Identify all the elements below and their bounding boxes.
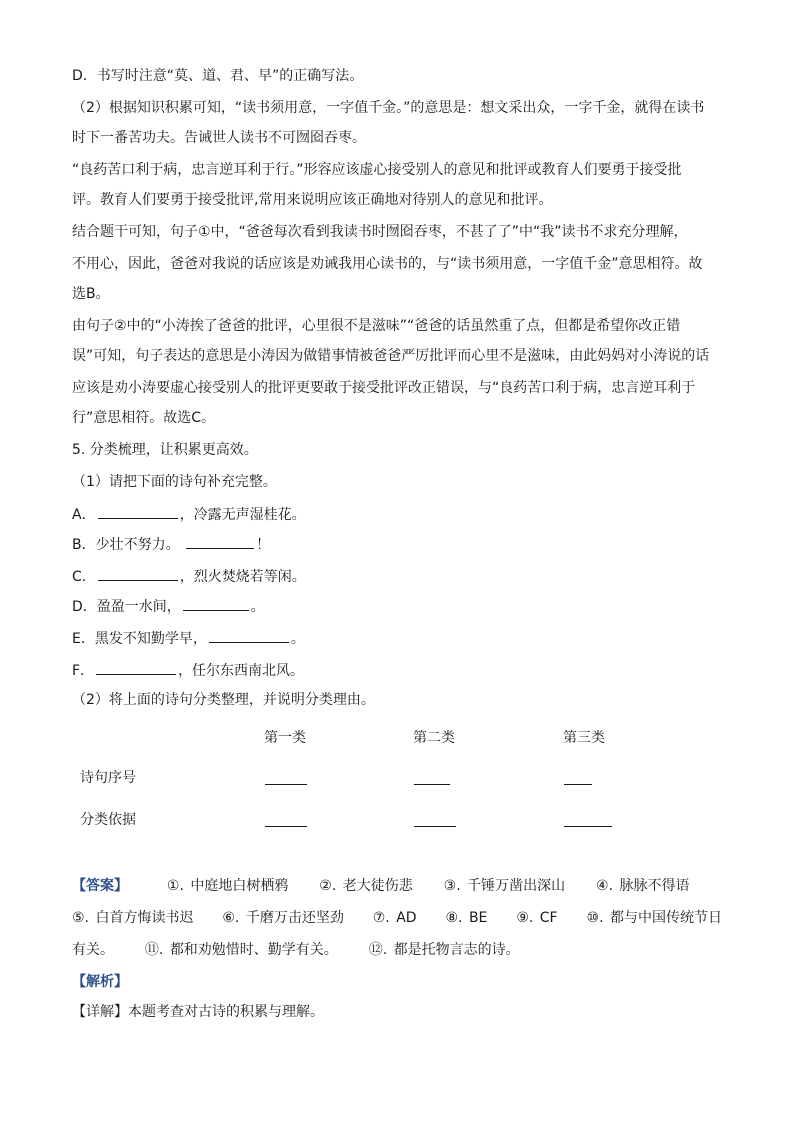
text-line: 结合题干可知，句子①中，“爸爸每次看到我读书时囫囵吞枣，不甚了了”中“我”读书不求充分理解， [72, 224, 688, 240]
analysis-label [72, 972, 734, 992]
poem-line-a: A． ，冷露无声湿桂花。 [72, 504, 734, 525]
poem-line-e: E．黑发不知勤学早， 。 [72, 628, 734, 649]
text-line: 时下一番苦功夫。告诫世人读书不可囫囵吞枣。 [72, 130, 366, 146]
answer-text: 都是托物言志的诗。 [393, 942, 520, 958]
text-line: D．书写时注意“莫、道、君、早”的正确写法。 [72, 68, 364, 84]
answer-text: 老大徒伤悲 [342, 878, 413, 894]
text-line: 选B。 [72, 286, 110, 302]
poem-line-f: F． ，任尔东西南北风。 [72, 660, 734, 681]
answer-line-3 [72, 940, 734, 960]
question-part-2: （2）将上面的诗句分类整理，并说明分类理由。 [72, 692, 375, 708]
question-heading: 5. 分类梳理，让积累更高效。 [72, 442, 258, 458]
text-line: 由句子②中的“小涛挨了爸爸的批评，心里很不是滋味”“爸爸的话虽然重了点，但都是希望你改正错 [72, 318, 681, 334]
answer-label: 【答案】 [72, 878, 128, 894]
fill-blank[interactable] [265, 784, 307, 785]
answer-text: 千锤万凿出深山 [467, 878, 566, 894]
answer-text: 中庭地白树栖鸦 [190, 878, 289, 894]
text-line: 应该是劝小涛要虚心接受别人的批评更要敢于接受批评改正错误，与“良药苦口利于病，忠言逆耳利于 [72, 380, 696, 396]
text-line: 误”可知，句子表达的意思是小涛因为做错事情被爸爸严厉批评而心里不是滋味，由此妈妈对小涛说的话 [72, 348, 710, 364]
fill-blank[interactable] [414, 826, 456, 827]
fill-blank[interactable] [98, 504, 178, 519]
detail-line [72, 1002, 734, 1022]
fill-blank[interactable] [265, 826, 307, 827]
fill-blank[interactable] [96, 660, 176, 675]
answer-number: ⑪. [144, 942, 164, 958]
answer-text: AD [396, 910, 417, 926]
answer-text: 白首方悔读书迟 [95, 910, 194, 926]
poem-line-c: C． ，烈火焚烧若等闲。 [72, 566, 734, 587]
detail-text: 本题考查对古诗的积累与理解。 [128, 1004, 324, 1020]
answer-text: 都与中国传统节日 [609, 910, 722, 926]
answer-number: ①. [166, 878, 184, 894]
answer-number: ⑧. [445, 910, 463, 926]
answer-text: 有关。 [72, 942, 114, 958]
analysis-heading: 【解析】 [72, 974, 128, 990]
text-line: 行”意思相符。故选C。 [72, 410, 216, 426]
question-part-1: （1）请把下面的诗句补充完整。 [72, 474, 277, 490]
table-header: 第二类 [413, 730, 455, 746]
answer-line-2 [72, 908, 734, 928]
answer-number: ⑤. [72, 910, 90, 926]
answer-text: 脉脉不得语 [619, 878, 690, 894]
text-line: “良药苦口利于病，忠言逆耳利于行。”形容应该虚心接受别人的意见和批评或教育人们要勇于接受批 [72, 162, 682, 178]
fill-blank[interactable] [186, 534, 254, 549]
fill-blank[interactable] [564, 826, 612, 827]
answer-number: ⑦. [372, 910, 390, 926]
answer-number: ②. [319, 878, 337, 894]
row-label: 分类依据 [80, 812, 136, 828]
detail-label: 【详解】 [72, 1004, 128, 1020]
fill-blank[interactable] [209, 628, 289, 643]
answer-text: CF [539, 910, 558, 926]
answer-text: BE [468, 910, 488, 926]
answer-number: ④. [596, 878, 614, 894]
answer-number: ⑫. [368, 942, 388, 958]
text-line: （2）根据知识积累可知，“读书须用意，一字值千金。”的意思是：想文采出众，一字千金，就得在读书 [72, 100, 705, 116]
table-header: 第一类 [264, 730, 306, 746]
fill-blank[interactable] [98, 566, 178, 581]
fill-blank[interactable] [183, 596, 249, 611]
answer-text: 都和劝勉惜时、勤学有关。 [169, 942, 338, 958]
text-line: 不用心，因此，爸爸对我说的话应该是劝诫我用心读书的，与“读书须用意，一字值千金”意思相符。故 [72, 256, 703, 272]
fill-blank[interactable] [414, 784, 450, 785]
answer-number: ⑩. [586, 910, 604, 926]
table-header: 第三类 [563, 730, 605, 746]
answer-number: ③. [443, 878, 461, 894]
fill-blank[interactable] [564, 784, 592, 785]
answer-number: ⑥. [222, 910, 240, 926]
poem-line-d: D．盈盈一水间， 。 [72, 596, 734, 617]
answer-number: ⑨. [516, 910, 534, 926]
poem-line-b: B．少壮不努力。 ！ [72, 534, 734, 555]
answer-line-1 [72, 876, 734, 896]
row-label: 诗句序号 [80, 770, 136, 786]
text-line: 评。教育人们要勇于接受批评,常用来说明应该正确地对待别人的意见和批评。 [72, 192, 553, 208]
answer-text: 千磨万击还坚劲 [245, 910, 344, 926]
